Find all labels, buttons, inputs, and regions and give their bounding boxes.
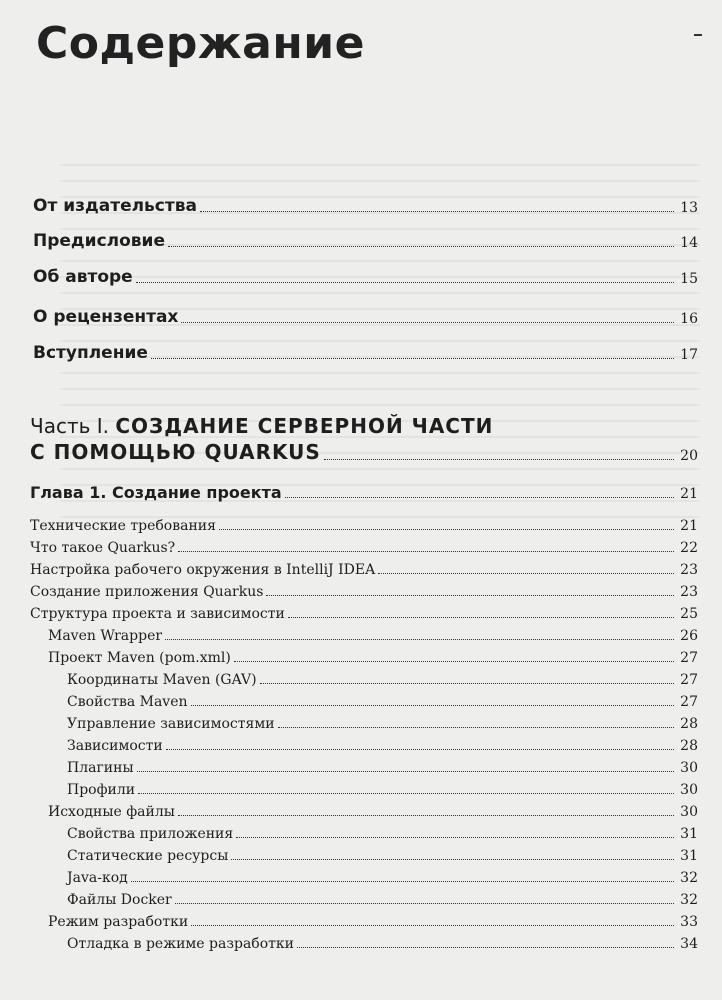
toc-entry-label: Структура проекта и зависимости [30, 606, 285, 622]
toc-entry [67, 892, 698, 908]
toc-page-number: 15 [680, 271, 698, 287]
toc-entry [67, 782, 698, 798]
page-title: Содержание [36, 18, 365, 69]
toc-entry-label: Вступление [33, 343, 148, 363]
toc-entry-part [30, 440, 698, 464]
toc-entry [67, 936, 698, 952]
part-title-line1: СОЗДАНИЕ СЕРВЕРНОЙ ЧАСТИ [115, 414, 494, 438]
toc-page-number: 31 [680, 848, 698, 864]
dot-leader [165, 639, 674, 640]
dot-leader [175, 903, 674, 904]
dot-leader [236, 837, 674, 838]
dot-leader [131, 881, 674, 882]
dot-leader [297, 947, 674, 948]
dot-leader [200, 211, 674, 212]
toc-entry [67, 760, 698, 776]
part-title-line2: С ПОМОЩЬЮ QUARKUS [30, 440, 321, 464]
dot-leader [378, 573, 674, 574]
toc-entry-chapter [30, 483, 698, 502]
toc-page-number: 34 [680, 936, 698, 952]
toc-entry [67, 826, 698, 842]
toc-entry-label: Технические требования [30, 518, 216, 534]
dot-leader [136, 282, 674, 283]
toc-page-number: 27 [680, 694, 698, 710]
dot-leader [137, 771, 674, 772]
toc-page-number: 31 [680, 826, 698, 842]
dot-leader [285, 497, 674, 498]
dot-leader [260, 683, 674, 684]
toc-entry-label: Что такое Quarkus? [30, 540, 176, 556]
toc-entry [30, 606, 698, 622]
dot-leader [234, 661, 674, 662]
dot-leader [219, 529, 674, 530]
toc-entry-label: Исходные файлы [48, 804, 175, 820]
toc-entry-label: Свойства Maven [67, 694, 188, 710]
toc-entry [48, 914, 698, 930]
part-title [30, 411, 493, 441]
dot-leader [266, 595, 674, 596]
toc-page-number: 32 [680, 892, 698, 908]
toc-page-number: 28 [680, 716, 698, 732]
toc-entry-front [33, 343, 698, 363]
toc-page-number: 16 [680, 311, 698, 327]
toc-entry-label: Зависимости [67, 738, 163, 754]
toc-entry [48, 628, 698, 644]
dot-leader [138, 793, 674, 794]
dot-leader [191, 705, 674, 706]
toc-page-number: 17 [680, 347, 698, 363]
toc-page-number: 26 [680, 628, 698, 644]
toc-entry-front [33, 267, 698, 287]
part-prefix: Часть I. [30, 414, 110, 438]
dot-leader [166, 749, 674, 750]
toc-entry-label: Координаты Maven (GAV) [67, 672, 257, 688]
toc-entry [67, 672, 698, 688]
toc-page-number: 22 [680, 540, 698, 556]
toc-page-number: 21 [680, 518, 698, 534]
dot-leader [231, 859, 674, 860]
toc-entry-label: Maven Wrapper [48, 628, 163, 644]
toc-page-number: 13 [680, 200, 698, 216]
corner-mark [694, 34, 702, 36]
toc-entry [67, 694, 698, 710]
dot-leader [178, 815, 674, 816]
dot-leader [181, 322, 674, 323]
toc-page-number: 27 [680, 672, 698, 688]
toc-entry-label: Профили [67, 782, 136, 798]
dot-leader [191, 925, 674, 926]
toc-entry-front [33, 231, 698, 251]
toc-entry-label: Отладка в режиме разработки [67, 936, 294, 952]
toc-entry [30, 584, 698, 600]
toc-entry [67, 716, 698, 732]
toc-entry-label: Об авторе [33, 267, 133, 287]
toc-entry-label: Предисловие [33, 231, 165, 251]
toc-page-number: 32 [680, 870, 698, 886]
toc-entry-label: Режим разработки [48, 914, 189, 930]
toc-entry [30, 540, 698, 556]
toc-entry-label: Статические ресурсы [67, 848, 229, 864]
toc-page-number: 30 [680, 760, 698, 776]
toc-entry-label: От издательства [33, 196, 197, 216]
toc-entry [48, 650, 698, 666]
dot-leader [324, 459, 674, 460]
dot-leader [178, 551, 674, 552]
toc-entry [67, 870, 698, 886]
toc-entry [30, 562, 698, 578]
toc-entry [67, 848, 698, 864]
toc-entry-label: Создание приложения Quarkus [30, 584, 264, 600]
toc-page-number: 23 [680, 584, 698, 600]
toc-page-number: 30 [680, 782, 698, 798]
toc-page-number: 21 [680, 486, 698, 502]
toc-page-number: 14 [680, 235, 698, 251]
toc-page-number: 28 [680, 738, 698, 754]
toc-entry-label: Java-код [67, 870, 128, 886]
toc-entry-label: Файлы Docker [67, 892, 172, 908]
toc-page-number: 30 [680, 804, 698, 820]
toc-entry-label: О рецензентах [33, 307, 179, 327]
dot-leader [168, 246, 674, 247]
toc-page-number: 25 [680, 606, 698, 622]
toc-page-number: 20 [680, 448, 698, 464]
dot-leader [278, 727, 674, 728]
toc-page-number: 27 [680, 650, 698, 666]
toc-entry-label: Глава 1. Создание проекта [30, 483, 282, 502]
toc-page-number: 23 [680, 562, 698, 578]
dot-leader [288, 617, 674, 618]
toc-entry [48, 804, 698, 820]
toc-page-number: 33 [680, 914, 698, 930]
toc-entry [30, 518, 698, 534]
toc-entry-label: Свойства приложения [67, 826, 234, 842]
toc-entry-label: Проект Maven (pom.xml) [48, 650, 231, 666]
toc-entry-label: Плагины [67, 760, 134, 776]
toc-entry-front [33, 196, 698, 216]
dot-leader [151, 358, 674, 359]
toc-entry-front [33, 307, 698, 327]
toc-entry [67, 738, 698, 754]
toc-entry-label: Управление зависимостями [67, 716, 275, 732]
toc-entry-label: Настройка рабочего окружения в IntelliJ IDEA [30, 562, 376, 578]
